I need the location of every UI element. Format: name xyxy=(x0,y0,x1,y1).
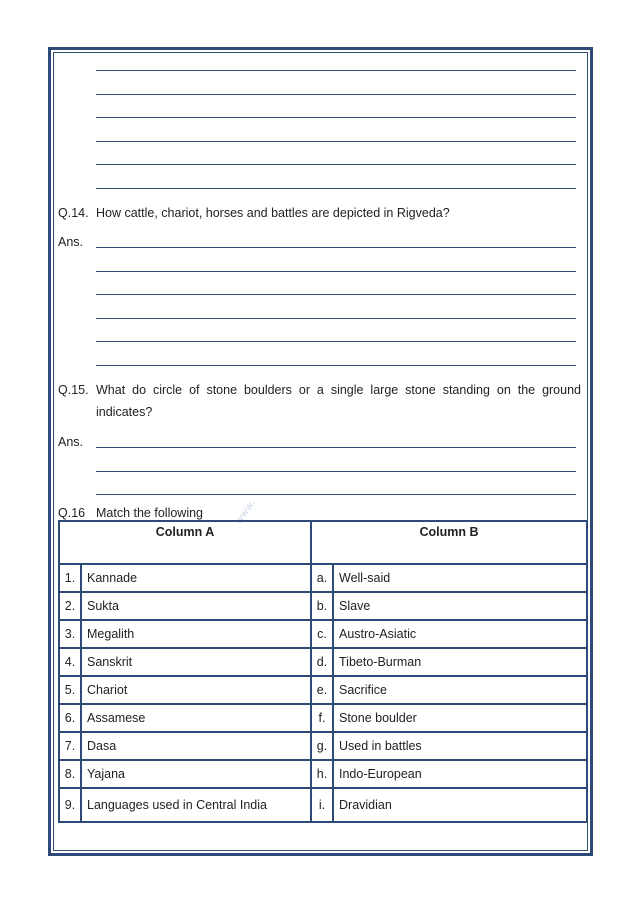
column-b-header: Column B xyxy=(311,521,587,564)
answer-line xyxy=(96,141,576,142)
answer-line xyxy=(96,70,576,71)
answer-line xyxy=(96,164,576,165)
row-number: 2. xyxy=(59,592,81,620)
column-a-cell: Languages used in Central India xyxy=(81,788,311,822)
answer-line xyxy=(96,318,576,319)
column-b-cell: Used in battles xyxy=(333,732,587,760)
question-text: Match the following xyxy=(96,506,204,520)
row-number: 9. xyxy=(59,788,81,822)
column-a-header: Column A xyxy=(59,521,311,564)
column-a-cell: Megalith xyxy=(81,620,311,648)
answer-line xyxy=(96,365,576,366)
row-letter: c. xyxy=(311,620,333,648)
answer-line xyxy=(96,341,576,342)
row-number: 3. xyxy=(59,620,81,648)
column-a-cell: Dasa xyxy=(81,732,311,760)
row-letter: h. xyxy=(311,760,333,788)
question-16 xyxy=(58,505,203,521)
answer-line xyxy=(96,494,576,495)
match-table xyxy=(58,520,588,823)
column-b-cell: Tibeto-Burman xyxy=(333,648,587,676)
column-b-cell: Dravidian xyxy=(333,788,587,822)
table-row xyxy=(59,620,587,648)
question-15-text-line1: What do circle of stone boulders or a single large stone standing on the ground xyxy=(96,383,581,397)
column-b-cell: Indo-European xyxy=(333,760,587,788)
column-a-cell: Assamese xyxy=(81,704,311,732)
column-b-cell: Sacrifice xyxy=(333,676,587,704)
table-row xyxy=(59,704,587,732)
column-b-cell: Stone boulder xyxy=(333,704,587,732)
answer-line xyxy=(96,247,576,248)
row-letter: a. xyxy=(311,564,333,592)
answer-line xyxy=(96,117,576,118)
row-number: 1. xyxy=(59,564,81,592)
row-number: 7. xyxy=(59,732,81,760)
answer-label: Ans. xyxy=(58,235,84,249)
question-number: Q.16 xyxy=(58,506,86,520)
question-15-number: Q.15. xyxy=(58,383,89,397)
table-row xyxy=(59,760,587,788)
answer-label: Ans. xyxy=(58,435,84,449)
column-a-cell: Yajana xyxy=(81,760,311,788)
table-header-row xyxy=(59,521,587,564)
answer-line xyxy=(96,188,576,189)
row-number: 4. xyxy=(59,648,81,676)
answer-line xyxy=(96,94,576,95)
column-a-cell: Sukta xyxy=(81,592,311,620)
row-letter: e. xyxy=(311,676,333,704)
table-row xyxy=(59,788,587,822)
answer-line xyxy=(96,471,576,472)
row-number: 8. xyxy=(59,760,81,788)
row-letter: f. xyxy=(311,704,333,732)
column-b-cell: Well-said xyxy=(333,564,587,592)
column-a-cell: Sanskrit xyxy=(81,648,311,676)
answer-line xyxy=(96,447,576,448)
row-letter: d. xyxy=(311,648,333,676)
row-letter: b. xyxy=(311,592,333,620)
column-a-cell: Kannade xyxy=(81,564,311,592)
row-number: 5. xyxy=(59,676,81,704)
table-row xyxy=(59,676,587,704)
row-letter: i. xyxy=(311,788,333,822)
answer-line xyxy=(96,294,576,295)
question-15-text-line2: indicates? xyxy=(96,405,153,419)
table-row xyxy=(59,648,587,676)
question-text: How cattle, chariot, horses and battles are depicted in Rigveda? xyxy=(96,206,450,220)
table-row xyxy=(59,732,587,760)
column-b-cell: Austro-Asiatic xyxy=(333,620,587,648)
answer-line xyxy=(96,271,576,272)
table-row xyxy=(59,592,587,620)
watermark: www. xyxy=(233,496,259,527)
question-14 xyxy=(58,205,450,221)
column-b-cell: Slave xyxy=(333,592,587,620)
row-number: 6. xyxy=(59,704,81,732)
table-row xyxy=(59,564,587,592)
row-letter: g. xyxy=(311,732,333,760)
column-a-cell: Chariot xyxy=(81,676,311,704)
question-number: Q.14. xyxy=(58,206,89,220)
